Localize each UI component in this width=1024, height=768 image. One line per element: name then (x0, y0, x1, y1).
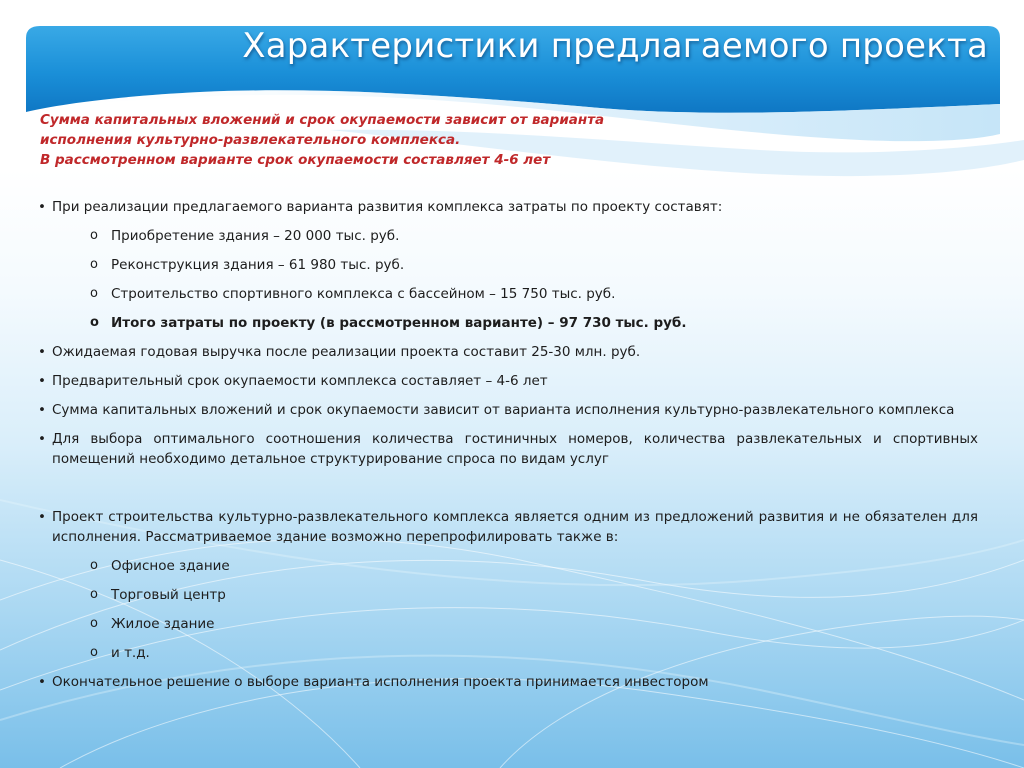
bullet-marker: • (38, 344, 46, 360)
content-list (38, 197, 978, 692)
bullet-text: Для выбора оптимального соотношения количества гостиничных номеров, количества развлекательных и спортивных помещений необходимо детальное структурирование спроса по видам услуг (52, 431, 978, 467)
bullet-marker: • (38, 373, 46, 389)
slide-title: Характеристики предлагаемого проекта (242, 26, 988, 66)
bullet-item (38, 197, 978, 217)
intro-summary (40, 110, 660, 170)
intro-line: В рассмотренном варианте срок окупаемости составляет 4-6 лет (40, 152, 551, 168)
bullet-text: Проект строительства культурно-развлекательного комплекса является одним из предложений развития и не обязателен для исполнения. Рассматриваемое здание возможно перепрофилировать также в: (52, 509, 978, 545)
sub-marker: o (90, 257, 98, 272)
alternative-text: Жилое здание (111, 616, 215, 632)
bullet-marker: • (38, 674, 46, 690)
cost-total-text: Итого затраты по проекту (в рассмотренном варианте) – 97 730 тыс. руб. (111, 315, 687, 331)
alternative-text: Офисное здание (111, 558, 230, 574)
alternative-item (38, 643, 978, 663)
bullet-item (38, 342, 978, 362)
alternative-text: Торговый центр (111, 587, 226, 603)
bullet-item (38, 507, 978, 547)
cost-item (38, 284, 978, 304)
bullet-text: Сумма капитальных вложений и срок окупаемости зависит от варианта исполнения культурно-развлекательного комплекса (52, 402, 955, 418)
bullet-marker: • (38, 199, 46, 215)
cost-item (38, 226, 978, 246)
alternative-item (38, 614, 978, 634)
cost-text: Строительство спортивного комплекса с бассейном – 15 750 тыс. руб. (111, 286, 616, 302)
cost-text: Приобретение здания – 20 000 тыс. руб. (111, 228, 400, 244)
sub-marker: o (90, 587, 98, 602)
bullet-text: При реализации предлагаемого варианта развития комплекса затраты по проекту составят: (52, 199, 723, 215)
cost-item (38, 255, 978, 275)
bullet-text: Окончательное решение о выборе варианта исполнения проекта принимается инвестором (52, 674, 709, 690)
bullet-item (38, 429, 978, 469)
alternative-text: и т.д. (111, 645, 150, 661)
bullet-text: Ожидаемая годовая выручка после реализации проекта составит 25-30 млн. руб. (52, 344, 641, 360)
intro-line: исполнения культурно-развлекательного комплекса. (40, 132, 461, 148)
bullet-text: Предварительный срок окупаемости комплекса составляет – 4-6 лет (52, 373, 548, 389)
cost-total (38, 313, 978, 333)
sub-marker: o (90, 616, 98, 631)
sub-marker: o (90, 228, 98, 243)
intro-line: Сумма капитальных вложений и срок окупаемости зависит от варианта (40, 112, 605, 128)
bullet-item (38, 400, 978, 420)
bullet-marker: • (38, 509, 46, 525)
bullet-item (38, 672, 978, 692)
sub-marker: o (90, 286, 98, 301)
bullet-marker: • (38, 402, 46, 418)
bullet-item (38, 371, 978, 391)
alternative-item (38, 556, 978, 576)
alternative-item (38, 585, 978, 605)
cost-text: Реконструкция здания – 61 980 тыс. руб. (111, 257, 405, 273)
sub-marker: o (90, 315, 99, 330)
sub-marker: o (90, 558, 98, 573)
sub-marker: o (90, 645, 98, 660)
bullet-marker: • (38, 431, 46, 447)
